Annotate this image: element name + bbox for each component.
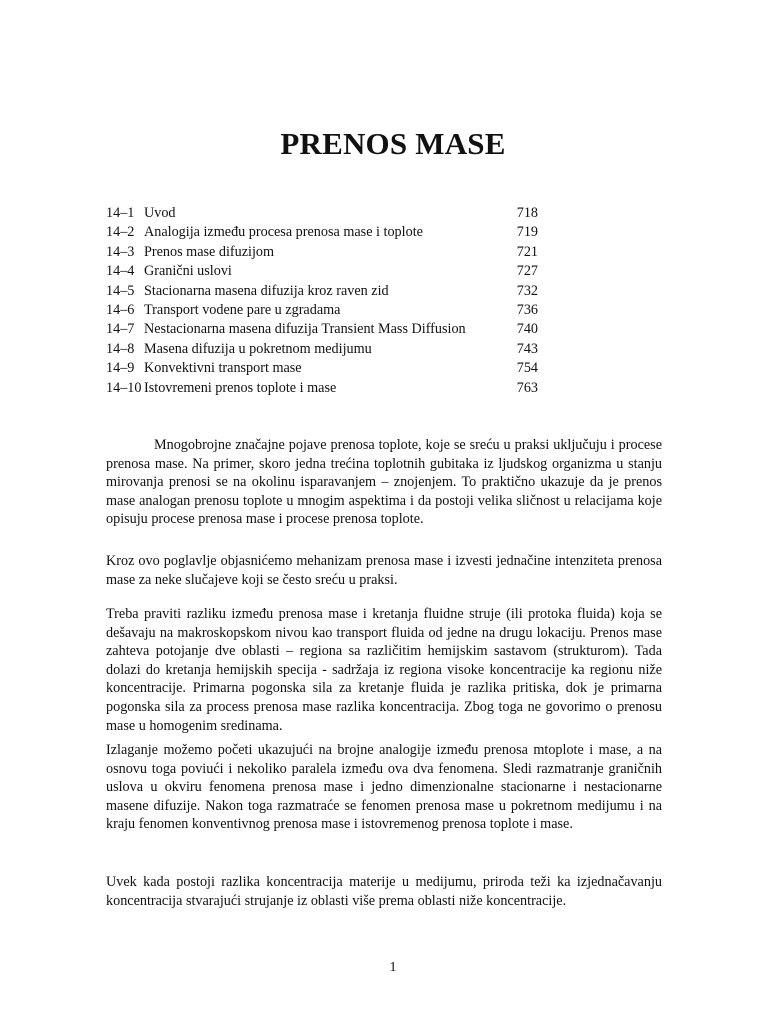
toc-page-number: 740 bbox=[516, 321, 538, 338]
toc-section-title: Nestacionarna masena difuzija Transient Mass Diffusion bbox=[144, 321, 466, 338]
body-paragraph: Uvek kada postoji razlika koncentracija materije u medijumu, priroda teži ka izjednačavanju koncentracija stvarajući strujanje iz oblasti više prema oblasti niže koncentracije. bbox=[106, 874, 662, 909]
toc-row bbox=[106, 262, 538, 281]
toc-section-number: 14–3 bbox=[106, 243, 135, 260]
toc-page-number: 763 bbox=[516, 379, 538, 396]
toc-section-title: Istovremeni prenos toplote i mase bbox=[144, 379, 337, 396]
toc-row bbox=[106, 243, 538, 262]
body-paragraph: Izlaganje možemo početi ukazujući na brojne analogije između prenosa mtoplote i mase, a na osnovu toga poviući i nekoliko paralela između ova dva fenomena. Sledi razmatranje graničnih uslova u okviru fenomena prenosa mase i jedno dimenzionalne stacionarne i nestacionarne masene difuzije. Nakon toga razmatraće se fenomen prenosa mase u pokretnom medijumu i na kraju fenomen konventivnog prenosa mase i istovremenog prenosa toplote i mase. bbox=[106, 742, 662, 833]
toc-page-number: 732 bbox=[516, 282, 538, 299]
toc-section-title: Konvektivni transport mase bbox=[144, 360, 302, 377]
toc-section-title: Granični uslovi bbox=[144, 263, 232, 280]
toc-section-title: Analogija između procesa prenosa mase i toplote bbox=[144, 224, 423, 241]
toc-page-number: 721 bbox=[516, 243, 538, 260]
toc-row bbox=[106, 204, 538, 223]
toc-section-title: Prenos mase difuzijom bbox=[144, 243, 275, 260]
toc-page-number: 727 bbox=[516, 263, 538, 280]
toc-section-number: 14–10 bbox=[106, 379, 142, 396]
toc-section-title: Stacionarna masena difuzija kroz raven zid bbox=[144, 282, 389, 299]
toc-section-title: Uvod bbox=[144, 205, 176, 221]
toc-section-title: Masena difuzija u pokretnom medijumu bbox=[144, 340, 372, 357]
toc-page-number: 718 bbox=[516, 205, 538, 221]
toc-page-number: 719 bbox=[516, 224, 538, 241]
toc-page-number: 754 bbox=[516, 360, 538, 377]
toc-section-number: 14–2 bbox=[106, 224, 135, 241]
toc-section-number: 14–9 bbox=[106, 360, 135, 377]
toc-row bbox=[106, 340, 538, 359]
toc-row bbox=[106, 223, 538, 242]
page-number: 1 bbox=[389, 960, 397, 975]
toc-section-number: 14–1 bbox=[106, 205, 135, 221]
page-title: PRENOS MASE bbox=[280, 126, 506, 161]
toc-section-title: Transport vodene pare u zgradama bbox=[144, 302, 341, 319]
toc-row bbox=[106, 359, 538, 378]
table-of-contents bbox=[106, 204, 538, 398]
toc-section-number: 14–7 bbox=[106, 321, 135, 338]
toc-row bbox=[106, 320, 538, 339]
toc-row bbox=[106, 282, 538, 301]
body-paragraph: Treba praviti razliku između prenosa mase i kretanja fluidne struje (ili protoka fluida) koja se dešavaju na makroskopskom nivou kao transport fluida od jedne na drugu lokaciju. Prenos mase zahteva potojanje dve oblasti – regiona sa različitim hemijskim sastavom (strukturom). Tada dolazi do kretanja hemijskih specija - sadržaja iz regiona visoke koncentracije ka regionu niže koncentracije. Primarna pogonska sila za kretanje fluida je razlika pritiska, dok je primarna pogonska sila za process prenosa mase razlika koncentracija. Zbog toga ne govorimo o prenosu mase u homogenim sredinama. bbox=[106, 606, 662, 734]
toc-section-number: 14–4 bbox=[106, 263, 135, 280]
body-paragraph: Kroz ovo poglavlje objasnićemo mehanizam prenosa mase i izvesti jednačine intenziteta prenosa mase za neke slučajeve koji se često sreću u praksi. bbox=[106, 553, 662, 588]
toc-page-number: 743 bbox=[516, 340, 538, 357]
toc-page-number: 736 bbox=[516, 302, 538, 319]
toc-row bbox=[106, 301, 538, 320]
toc-section-number: 14–8 bbox=[106, 340, 135, 357]
toc-row bbox=[106, 379, 538, 398]
toc-section-number: 14–6 bbox=[106, 302, 135, 319]
body-paragraph: Mnogobrojne značajne pojave prenosa toplote, koje se sreću u praksi uključuju i procese prenosa mase. Na primer, skoro jedna trećina toplotnih gubitaka iz ljudskog organizma u stanju mirovanja prenosi se na okolinu isparavanjem – znojenjem. To praktično ukazuje da je prenos mase analogan prenosu toplote u mnogim aspektima i da postoji velika sličnost u relacijama koje opisuju procese prenosa mase i procese prenosa toplote. bbox=[106, 437, 662, 528]
toc-section-number: 14–5 bbox=[106, 282, 135, 299]
